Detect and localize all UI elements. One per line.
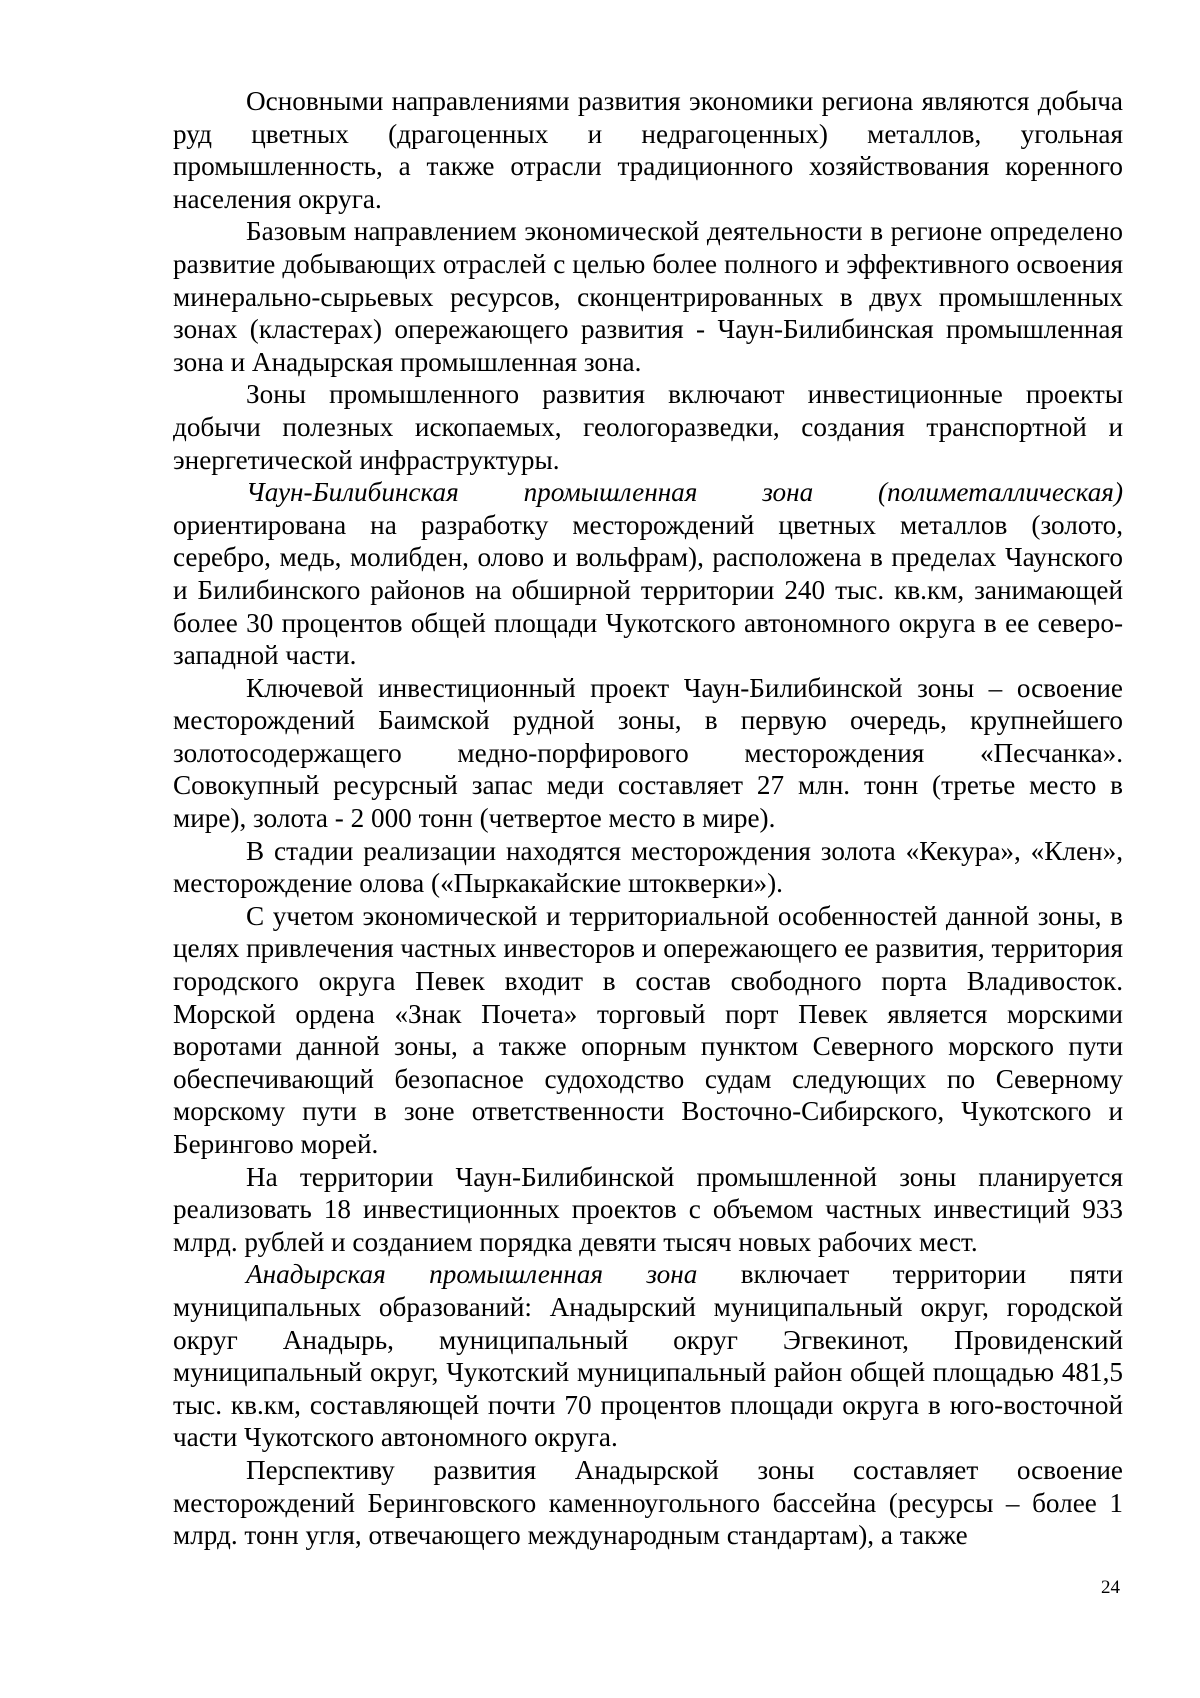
paragraph-text: включает территории пяти муниципальных образований: Анадырский муниципальный округ, городской округ Анадырь, муниципальный округ Эгвекинот, Провиденский муниципальный округ, Чукотский муниципальный район общей площадью 481,5 тыс. кв.км, составляющей почти 70 процентов площади округа в юго-восточной части Чукотского автономного округа. bbox=[173, 1259, 1123, 1453]
paragraph-investment-projects: На территории Чаун-Билибинской промышленной зоны планируется реализовать 18 инвестиционных проектов с объемом частных инвестиций 933 млрд. рублей и созданием порядка девяти тысяч новых рабочих мест. bbox=[173, 1161, 1123, 1257]
page-body bbox=[173, 85, 1123, 1552]
paragraph-anadyr-zone bbox=[173, 1258, 1123, 1454]
paragraph-pevek-port: С учетом экономической и территориальной особенностей данной зоны, в целях привлечения частных инвесторов и опережающего ее развития, территория городского округа Певек входит в состав свободного порта Владивосток. Морской ордена «Знак Почета» торговый порт Певек является морскими воротами данной зоны, а также опорным пунктом Северного морского пути обеспечивающий безопасное судоходство судам следующих по Северному морскому пути в зоне ответственности Восточно-Сибирского, Чукотского и Берингово морей. bbox=[173, 900, 1123, 1159]
paragraph-chaun-bilibino-zone bbox=[173, 476, 1123, 672]
page-number: 24 bbox=[1101, 1577, 1120, 1598]
zone-name-anadyr: Анадырская промышленная зона bbox=[246, 1259, 698, 1290]
paragraph-main-directions: Основными направлениями развития экономики региона являются добыча руд цветных (драгоценных и недрагоценных) металлов, угольная промышленность, а также отрасли традиционного хозяйствования коренного населения округа. bbox=[173, 86, 1123, 214]
paragraph-industrial-zones: Зоны промышленного развития включают инвестиционные проекты добычи полезных ископаемых, геологоразведки, создания транспортной и энергетической инфраструктуры. bbox=[173, 379, 1123, 475]
paragraph-anadyr-perspective: Перспективу развития Анадырской зоны составляет освоение месторождений Беринговского каменноугольного бассейна (ресурсы – более 1 млрд. тонн угля, отвечающего международным стандартам), а также bbox=[173, 1454, 1123, 1551]
paragraph-base-direction: Базовым направлением экономической деятельности в регионе определено развитие добывающих отраслей с целью более полного и эффективного освоения минерально-сырьевых ресурсов, сконцентрированных в двух промышленных зонах (кластерах) опережающего развития - Чаун-Билибинская промышленная зона и Анадырская промышленная зона. bbox=[173, 216, 1123, 377]
paragraph-text: ориентирована на разработку месторождений цветных металлов (золото, серебро, медь, молибден, олово и вольфрам), расположена в пределах Чаунского и Билибинского районов на обширной территории 240 тыс. кв.км, занимающей более 30 процентов общей площади Чукотского автономного округа в ее северо-западной части. bbox=[173, 509, 1123, 671]
paragraph-deposits-in-progress: В стадии реализации находятся месторождения золота «Кекура», «Клен», месторождение олова («Пыркакайские штокверки»). bbox=[173, 835, 1123, 899]
zone-name-chaun-bilibino: Чаун-Билибинская промышленная зона (полиметаллическая) bbox=[246, 477, 1123, 508]
paragraph-key-project: Ключевой инвестиционный проект Чаун-Билибинской зоны – освоение месторождений Баимской рудной зоны, в первую очередь, крупнейшего золотосодержащего медно-порфирового месторождения «Песчанка». Совокупный ресурсный запас меди составляет 27 млн. тонн (третье место в мире), золота - 2 000 тонн (четвертое место в мире). bbox=[173, 672, 1123, 834]
